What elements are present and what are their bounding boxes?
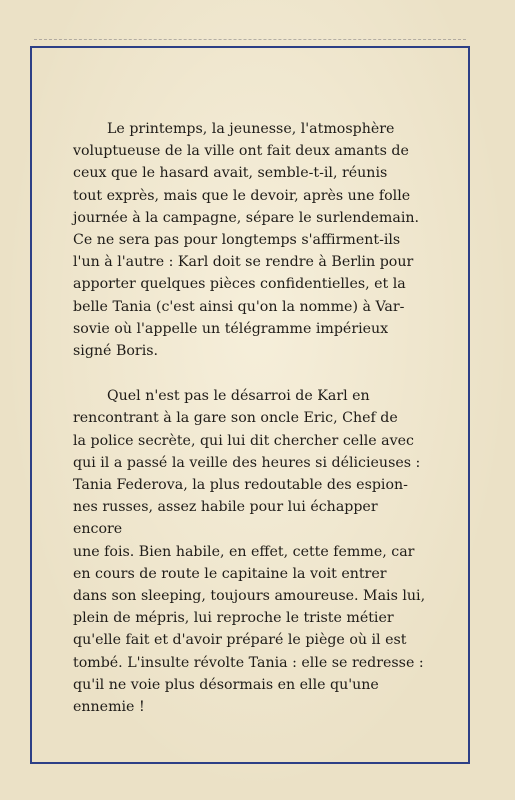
body-text [73, 118, 429, 718]
paragraph-2: Quel n'est pas le désarroi de Karl en rencontrant à la gare son oncle Eric, Chef de la police secrète, qui lui dit chercher celle avec qui il a passé la veille des heures si délicieuses : Tania Federova, la plus redoutable des espion- nes russes, assez habile pour lui échapper encore une fois. Bien habile, en effet, cette femme, car en cours de route le capitaine la voit entrer dans son sleeping, toujours amoureuse. Mais lui, plein de mépris, lui reproche le triste métier qu'elle fait et d'avoir préparé le piège où il est tombé. L'insulte révolte Tania : elle se redresse : qu'il ne voie plus désormais en elle qu'une ennemie ! [73, 388, 426, 716]
paragraph-1: Le printemps, la jeunesse, l'atmosphère voluptueuse de la ville ont fait deux amants de ceux que le hasard avait, semble-t-il, réunis tout exprès, mais que le devoir, après une folle journée à la campagne, sépare le surlendemain. Ce ne sera pas pour longtemps s'affirment-ils l'un à l'autre : Karl doit se rendre à Berlin pour apporter quelques pièces confidentielles, et la belle Tania (c'est ainsi qu'on la nomme) à Var- sovie où l'appelle un télégramme impérieux signé Boris. [73, 121, 420, 360]
top-divider [34, 39, 466, 40]
